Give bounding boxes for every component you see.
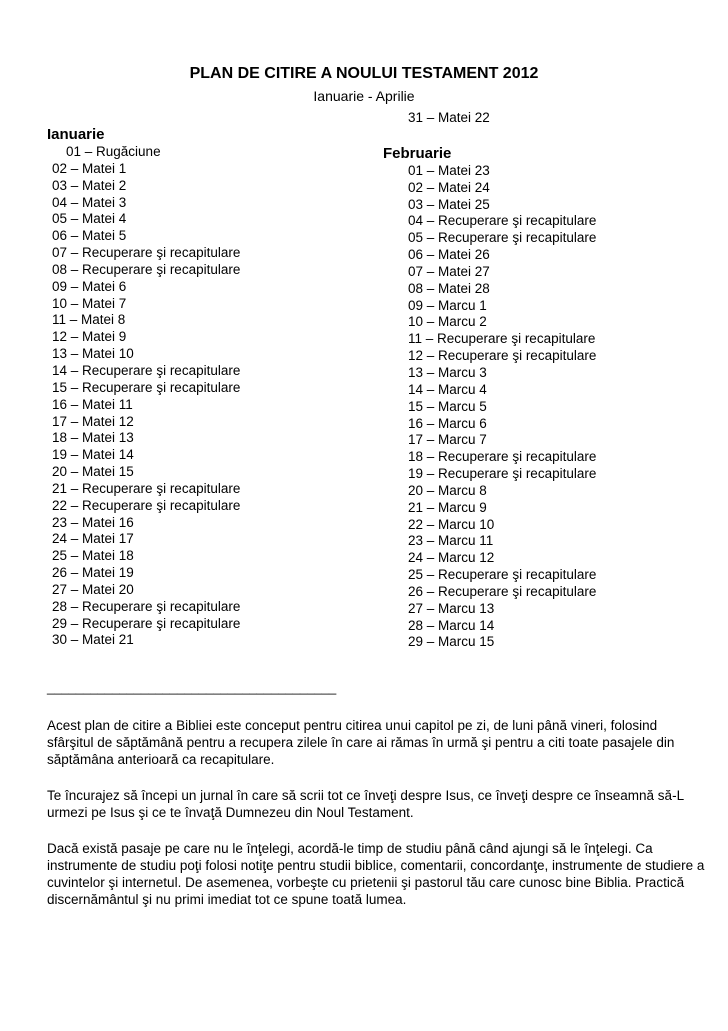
list-item: 01 – Matei 23 [408, 162, 490, 178]
list-item: 05 – Recuperare şi recapitulare [408, 230, 597, 246]
list-item: 02 – Matei 1 [52, 160, 127, 176]
page-title: PLAN DE CITIRE A NOULUI TESTAMENT 2012 [189, 65, 539, 82]
paragraph-intro: Acest plan de citire a Bibliei este conceput pentru citirea unui capitol pe zi, de luni până vineri, folosind sfârşitul de săptămână pentru a recupera zilele în care ai rămas în urmă şi pentru a citi toate pasajele din săptămâna anterioară ca recapitulare. [47, 718, 675, 767]
list-item: 08 – Matei 28 [408, 280, 490, 296]
list-item: 19 – Matei 14 [52, 447, 134, 463]
paragraph-journal: Te încurajez să începi un jurnal în care să scrii tot ce înveţi despre Isus, ce înveţi despre ce înseamnă să-L urmezi pe Isus şi ce te învaţă Dumnezeu din Noul Testament. [47, 788, 684, 820]
list-item: 28 – Marcu 14 [408, 617, 495, 633]
month-heading-februarie: Februarie [383, 144, 452, 162]
list-item: 06 – Matei 5 [52, 228, 127, 244]
list-item: 29 – Marcu 15 [408, 634, 495, 650]
list-item: 04 – Matei 3 [52, 194, 127, 210]
list-item: 16 – Marcu 6 [408, 415, 487, 431]
list-item: 10 – Marcu 2 [408, 314, 487, 330]
list-item: 03 – Matei 2 [52, 177, 127, 193]
list-item: 25 – Recuperare şi recapitulare [408, 567, 597, 583]
februarie-column [383, 110, 723, 651]
list-item: 24 – Marcu 12 [408, 550, 495, 566]
ianuarie-column [47, 126, 377, 649]
list-item: 17 – Marcu 7 [408, 432, 487, 448]
list-item: 15 – Recuperare şi recapitulare [52, 379, 241, 395]
list-item: 28 – Recuperare şi recapitulare [52, 598, 241, 614]
divider-line: ________________________________________ [47, 680, 337, 695]
list-item: 26 – Recuperare şi recapitulare [408, 583, 597, 599]
list-item: 08 – Recuperare şi recapitulare [52, 261, 241, 277]
list-item: 25 – Matei 18 [52, 548, 134, 564]
list-item-continuation: 31 – Matei 22 [408, 110, 490, 125]
list-item: 22 – Recuperare şi recapitulare [52, 497, 241, 513]
list-item: 18 – Matei 13 [52, 430, 134, 446]
paragraph-study: Dacă există pasaje pe care nu le înţelegi, acordă-le timp de studiu până când ajungi să le înţelegi. Ca instrumente de studiu poţi folosi notiţe pentru studii biblice, comentarii, concordanţe, instrumente de studiere a cuvintelor şi internetul. De asemenea, vorbeşte cu prietenii şi pastorul tău care cunosc bine Biblia. Practică discernământul şi nu primi imediat tot ce spune toată lumea. [47, 841, 705, 907]
list-item: 22 – Marcu 10 [408, 516, 495, 532]
list-item: 04 – Recuperare şi recapitulare [408, 213, 597, 229]
list-item: 14 – Recuperare şi recapitulare [52, 362, 241, 378]
list-item: 27 – Matei 20 [52, 581, 134, 597]
ianuarie-list [47, 144, 377, 649]
list-item: 12 – Recuperare şi recapitulare [408, 348, 597, 364]
page-subtitle: Ianuarie - Aprilie [313, 88, 415, 104]
list-item: 18 – Recuperare şi recapitulare [408, 449, 597, 465]
list-item: 15 – Marcu 5 [408, 398, 487, 414]
list-item: 20 – Marcu 8 [408, 482, 487, 498]
list-item: 13 – Matei 10 [52, 346, 134, 362]
list-item: 13 – Marcu 3 [408, 364, 487, 380]
list-item: 21 – Marcu 9 [408, 499, 487, 515]
list-item: 29 – Recuperare şi recapitulare [52, 615, 241, 631]
list-item: 23 – Marcu 11 [408, 533, 494, 549]
list-item: 01 – Rugăciune [66, 144, 161, 159]
februarie-list [383, 163, 723, 651]
list-item: 06 – Matei 26 [408, 247, 490, 263]
list-item: 26 – Matei 19 [52, 565, 134, 581]
list-item: 21 – Recuperare şi recapitulare [52, 480, 241, 496]
list-item: 12 – Matei 9 [52, 329, 127, 345]
list-item: 17 – Matei 12 [52, 413, 134, 429]
list-item: 14 – Marcu 4 [408, 381, 487, 397]
list-item: 09 – Marcu 1 [408, 297, 487, 313]
list-item: 05 – Matei 4 [52, 211, 127, 227]
list-item: 02 – Matei 24 [408, 179, 490, 195]
list-item: 07 – Matei 27 [408, 263, 490, 279]
list-item: 23 – Matei 16 [52, 514, 134, 530]
list-item: 11 – Matei 8 [52, 312, 126, 328]
list-item: 11 – Recuperare şi recapitulare [408, 331, 596, 347]
list-item: 07 – Recuperare şi recapitulare [52, 245, 241, 261]
list-item: 24 – Matei 17 [52, 531, 134, 547]
list-item: 30 – Matei 21 [52, 632, 134, 648]
list-item: 20 – Matei 15 [52, 464, 134, 480]
list-item: 09 – Matei 6 [52, 278, 127, 294]
list-item: 10 – Matei 7 [52, 295, 127, 311]
list-item: 03 – Matei 25 [408, 196, 490, 212]
list-item: 16 – Matei 11 [52, 396, 133, 412]
list-item: 27 – Marcu 13 [408, 600, 495, 616]
month-heading-ianuarie: Ianuarie [47, 126, 105, 143]
list-item: 19 – Recuperare şi recapitulare [408, 466, 597, 482]
